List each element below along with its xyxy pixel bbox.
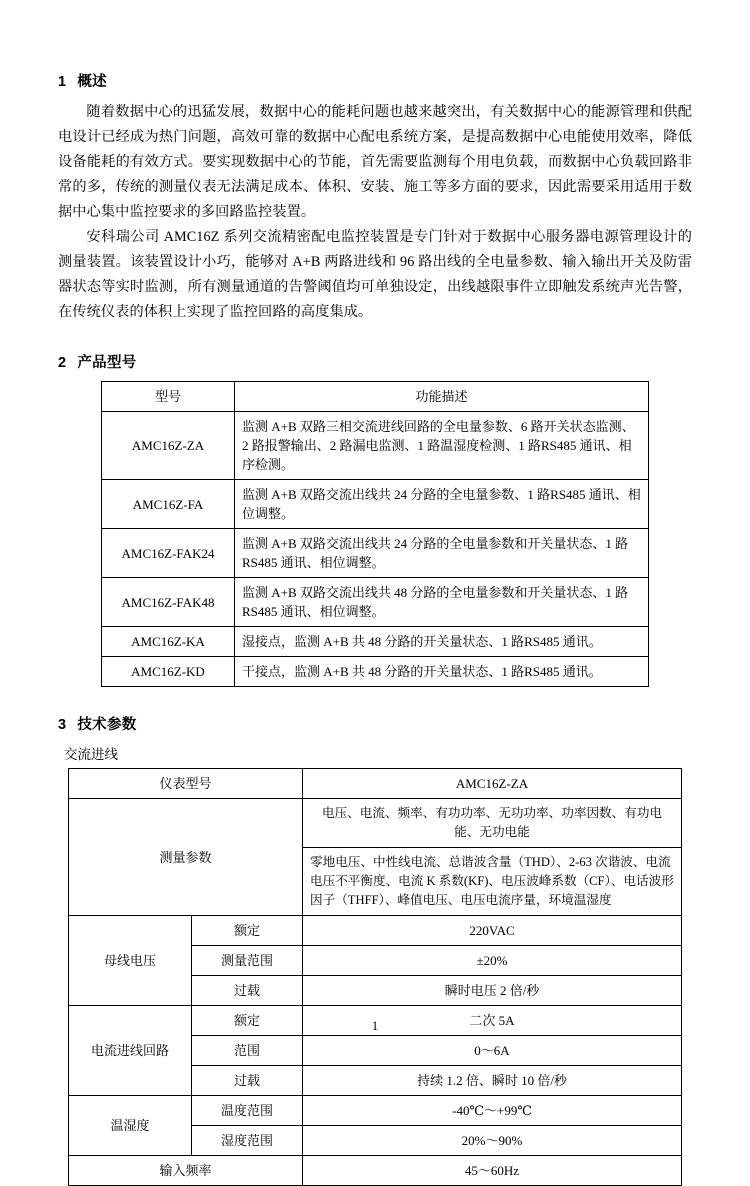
technical-spec-table [68, 768, 682, 1186]
cell-value: 二次 5A [303, 1006, 682, 1036]
cell-description: 干接点，监测 A+B 共 48 分路的开关量状态、1 路RS485 通讯。 [235, 657, 649, 687]
cell-param: 额定 [192, 1006, 303, 1036]
page-number: 1 [371, 1019, 379, 1033]
cell-group-label-busbar-voltage: 母线电压 [69, 916, 192, 1006]
cell-measure-value-basic: 电压、电流、频率、有功功率、无功功率、功率因数、有功电能、无功电能 [303, 799, 682, 848]
cell-value: 持续 1.2 倍、瞬时 10 倍/秒 [303, 1066, 682, 1096]
cell-model: AMC16Z-KD [102, 657, 235, 687]
cell-model-label: 仪表型号 [69, 769, 303, 799]
section-title: 技术参数 [77, 717, 137, 733]
cell-model: AMC16Z-KA [102, 627, 235, 657]
cell-model: AMC16Z-ZA [102, 412, 235, 480]
table-row [102, 627, 649, 657]
table-row-model [69, 769, 682, 799]
section-heading-tech-params [58, 713, 692, 734]
cell-frequency-label: 输入频率 [69, 1156, 303, 1186]
cell-value: 220VAC [303, 916, 682, 946]
product-model-table [101, 381, 649, 687]
overview-paragraph-2: 安科瑞公司 AMC16Z 系列交流精密配电监控装置是专门针对于数据中心服务器电源管理设计的测量装置。该装置设计小巧，能够对 A+B 两路进线和 96 路出线的全电量参数、输入输出开关及防雷器状态等实时监测，所有测量通道的告警阈值均可单独设定，出线越限事件立即触发系统声光告警，在传统仪表的体积上实现了监控回路的高度集成。 [58, 229, 692, 320]
cell-param: 过载 [192, 976, 303, 1006]
section-number: 2 [58, 355, 67, 371]
cell-description: 监测 A+B 双路交流出线共 24 分路的全电量参数、1 路RS485 通讯、相位调整。 [235, 480, 649, 529]
section-spacer-1 [58, 325, 692, 351]
table-row [102, 657, 649, 687]
cell-group-label-current-input: 电流进线回路 [69, 1006, 192, 1096]
cell-model: AMC16Z-FA [102, 480, 235, 529]
table-row [102, 480, 649, 529]
cell-group-label-temp-humidity: 温湿度 [69, 1096, 192, 1156]
cell-frequency-value: 45～60Hz [303, 1156, 682, 1186]
table-row-frequency [69, 1156, 682, 1186]
column-header-description: 功能描述 [235, 382, 649, 412]
cell-value: 瞬时电压 2 倍/秒 [303, 976, 682, 1006]
cell-value: ±20% [303, 946, 682, 976]
table-row-measure-1 [69, 799, 682, 848]
table-header-row [102, 382, 649, 412]
section-number: 1 [58, 74, 67, 90]
cell-measure-label: 测量参数 [69, 799, 303, 916]
spec-subtitle: 交流进线 [64, 747, 118, 762]
cell-measure-value-advanced: 零地电压、中性线电流、总谐波含量（THD）、2-63 次谐波、电流电压不平衡度、电流 K 系数(KF)、电压波峰系数（CF）、电话波形因子（THFF）、峰值电压、电压电流序量，环境温湿度 [303, 848, 682, 916]
table-row [102, 578, 649, 627]
table-row [69, 916, 682, 946]
section-number: 3 [58, 717, 67, 733]
column-header-model: 型号 [102, 382, 235, 412]
cell-param: 范围 [192, 1036, 303, 1066]
cell-model: AMC16Z-FAK24 [102, 529, 235, 578]
cell-description: 监测 A+B 双路三相交流进线回路的全电量参数、6 路开关状态监测、2 路报警输出、2 路漏电监测、1 路温湿度检测、1 路RS485 通讯、相序检测。 [235, 412, 649, 480]
section-title: 产品型号 [77, 355, 137, 371]
cell-param: 测量范围 [192, 946, 303, 976]
cell-param: 额定 [192, 916, 303, 946]
cell-param: 过载 [192, 1066, 303, 1096]
cell-value: 0～6A [303, 1036, 682, 1066]
cell-param: 湿度范围 [192, 1126, 303, 1156]
cell-description: 湿接点，监测 A+B 共 48 分路的开关量状态、1 路RS485 通讯。 [235, 627, 649, 657]
section-spacer-2 [58, 687, 692, 713]
cell-value: -40℃～+99℃ [303, 1096, 682, 1126]
cell-description: 监测 A+B 双路交流出线共 24 分路的全电量参数和开关量状态、1 路RS485 通讯、相位调整。 [235, 529, 649, 578]
cell-description: 监测 A+B 双路交流出线共 48 分路的全电量参数和开关量状态、1 路RS485 通讯、相位调整。 [235, 578, 649, 627]
section-title: 概述 [77, 74, 107, 90]
table-row [69, 1096, 682, 1126]
cell-value: 20%～90% [303, 1126, 682, 1156]
section-heading-product-model [58, 351, 692, 372]
table-row [102, 529, 649, 578]
section-heading-overview [58, 70, 692, 91]
cell-param: 温度范围 [192, 1096, 303, 1126]
overview-paragraph-1: 随着数据中心的迅猛发展，数据中心的能耗问题也越来越突出，有关数据中心的能源管理和供配电设计已经成为热门问题，高效可靠的数据中心配电系统方案，是提高数据中心电能使用效率，降低设备能耗的有效方式。要实现数据中心的节能，首先需要监测每个用电负载，而数据中心负载回路非常的多，传统的测量仪表无法满足成本、体积、安装、施工等多方面的要求，因此需要采用适用于数据中心集中监控要求的多回路监控装置。 [58, 104, 692, 220]
cell-model: AMC16Z-FAK48 [102, 578, 235, 627]
table-row [102, 412, 649, 480]
cell-model-value: AMC16Z-ZA [303, 769, 682, 799]
